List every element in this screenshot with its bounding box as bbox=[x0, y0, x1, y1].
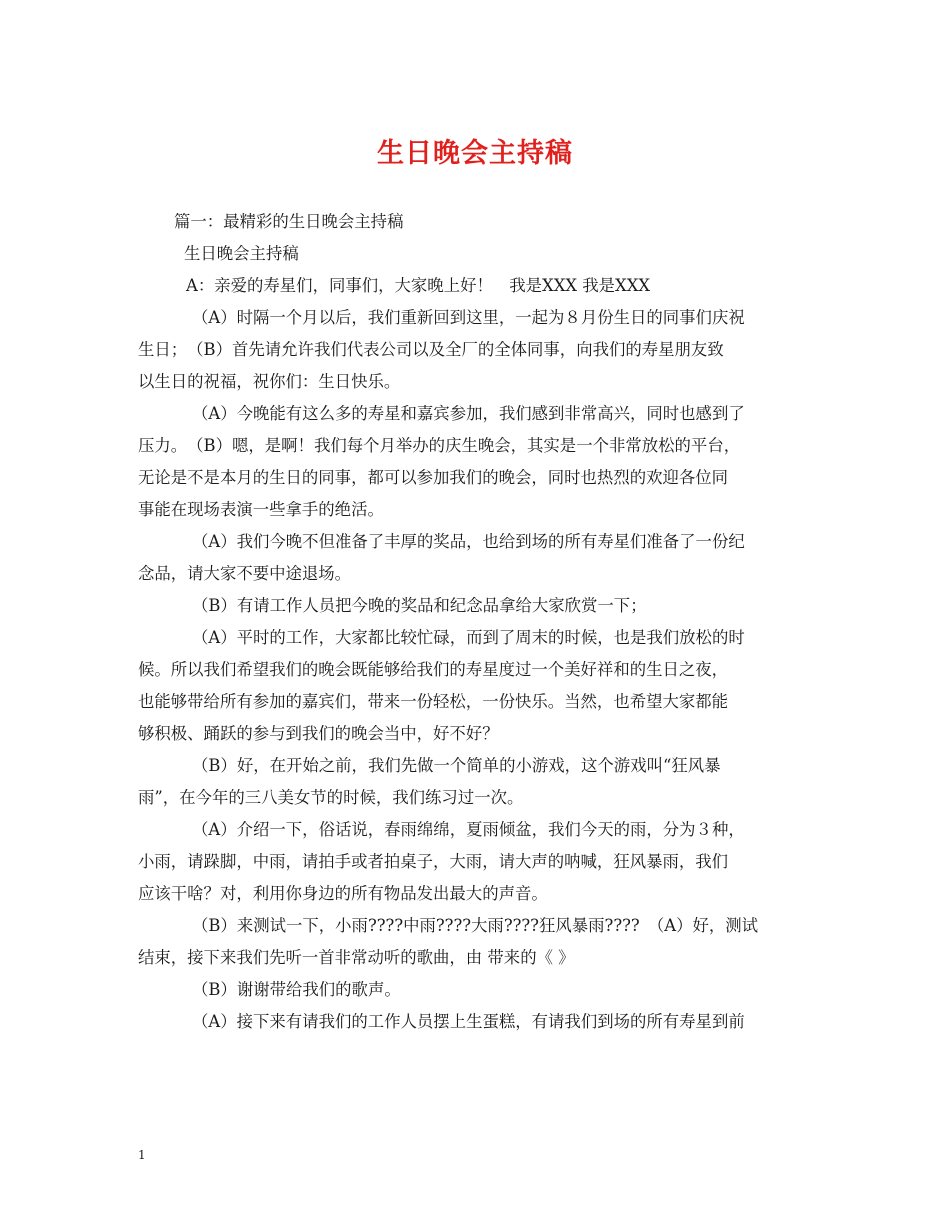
paragraph-line: 压力。 （B）嗯，是啊！我们每个月举办的庆生晚会，其实是一个非常放松的平台， bbox=[138, 436, 741, 455]
document-body bbox=[138, 206, 814, 1038]
paragraph-line: （B）谢谢带给我们的歌声。 bbox=[192, 980, 401, 999]
document-title: 生日晚会主持稿 bbox=[377, 138, 573, 169]
paragraph-line: A：亲爱的寿星们，同事们，大家晚上好！ 我是XXX 我是XXX bbox=[186, 276, 651, 295]
paragraph-line: （B）来测试一下，小雨????中雨????大雨????狂风暴雨???? （A）好，测试 bbox=[192, 916, 759, 935]
paragraph-line: 结束，接下来我们先听一首非常动听的歌曲，由 带来的《 》 bbox=[138, 948, 575, 967]
paragraph-line: （B）好，在开始之前，我们先做一个简单的小游戏，这个游戏叫“狂风暴 bbox=[192, 756, 721, 775]
paragraph-line: 以生日的祝福，祝你们：生日快乐。 bbox=[138, 372, 401, 391]
subheading: 生日晚会主持稿 bbox=[184, 244, 299, 263]
paragraph-line: 念品，请大家不要中途退场。 bbox=[138, 564, 352, 583]
paragraph-line: （A）时隔一个月以后，我们重新回到这里，一起为８月份生日的同事们庆祝 bbox=[192, 308, 745, 327]
paragraph-line: （A）我们今晚不但准备了丰厚的奖品，也给到场的所有寿星们准备了一份纪 bbox=[192, 532, 745, 551]
paragraph-line: 事能在现场表演一些拿手的绝活。 bbox=[138, 500, 384, 519]
paragraph-line: 够积极、踊跃的参与到我们的晚会当中，好不好？ bbox=[138, 724, 499, 743]
paragraph-line: 生日； （B）首先请允许我们代表公司以及全厂的全体同事，向我们的寿星朋友致 bbox=[138, 340, 724, 359]
section-heading: 篇一：最精彩的生日晚会主持稿 bbox=[174, 212, 404, 231]
paragraph-line: 雨”，在今年的三八美女节的时候，我们练习过一次。 bbox=[138, 788, 524, 807]
paragraph-line: 小雨，请跺脚，中雨，请拍手或者拍桌子，大雨，请大声的呐喊，狂风暴雨，我们 bbox=[138, 852, 729, 871]
paragraph-line: 也能够带给所有参加的嘉宾们，带来一份轻松，一份快乐。当然，也希望大家都能 bbox=[138, 692, 729, 711]
page-number: 1 bbox=[138, 1148, 146, 1162]
paragraph-line: （A）接下来有请我们的工作人员摆上生蛋糕，有请我们到场的所有寿星到前 bbox=[192, 1012, 745, 1031]
paragraph-line: （A）平时的工作，大家都比较忙碌，而到了周末的时候，也是我们放松的时 bbox=[192, 628, 745, 647]
paragraph-line: 候。所以我们希望我们的晚会既能够给我们的寿星度过一个美好祥和的生日之夜， bbox=[138, 660, 729, 679]
paragraph-line: 无论是不是本月的生日的同事，都可以参加我们的晚会，同时也热烈的欢迎各位同 bbox=[138, 468, 729, 487]
paragraph-line: （A）今晚能有这么多的寿星和嘉宾参加，我们感到非常高兴，同时也感到了 bbox=[192, 404, 745, 423]
paragraph-line: （B）有请工作人员把今晚的奖品和纪念品拿给大家欣赏一下； bbox=[192, 596, 647, 615]
paragraph-line: 应该干啥？对，利用你身边的所有物品发出最大的声音。 bbox=[138, 884, 548, 903]
paragraph-line: （A）介绍一下，俗话说，春雨绵绵，夏雨倾盆，我们今天的雨，分为３种， bbox=[192, 820, 745, 839]
